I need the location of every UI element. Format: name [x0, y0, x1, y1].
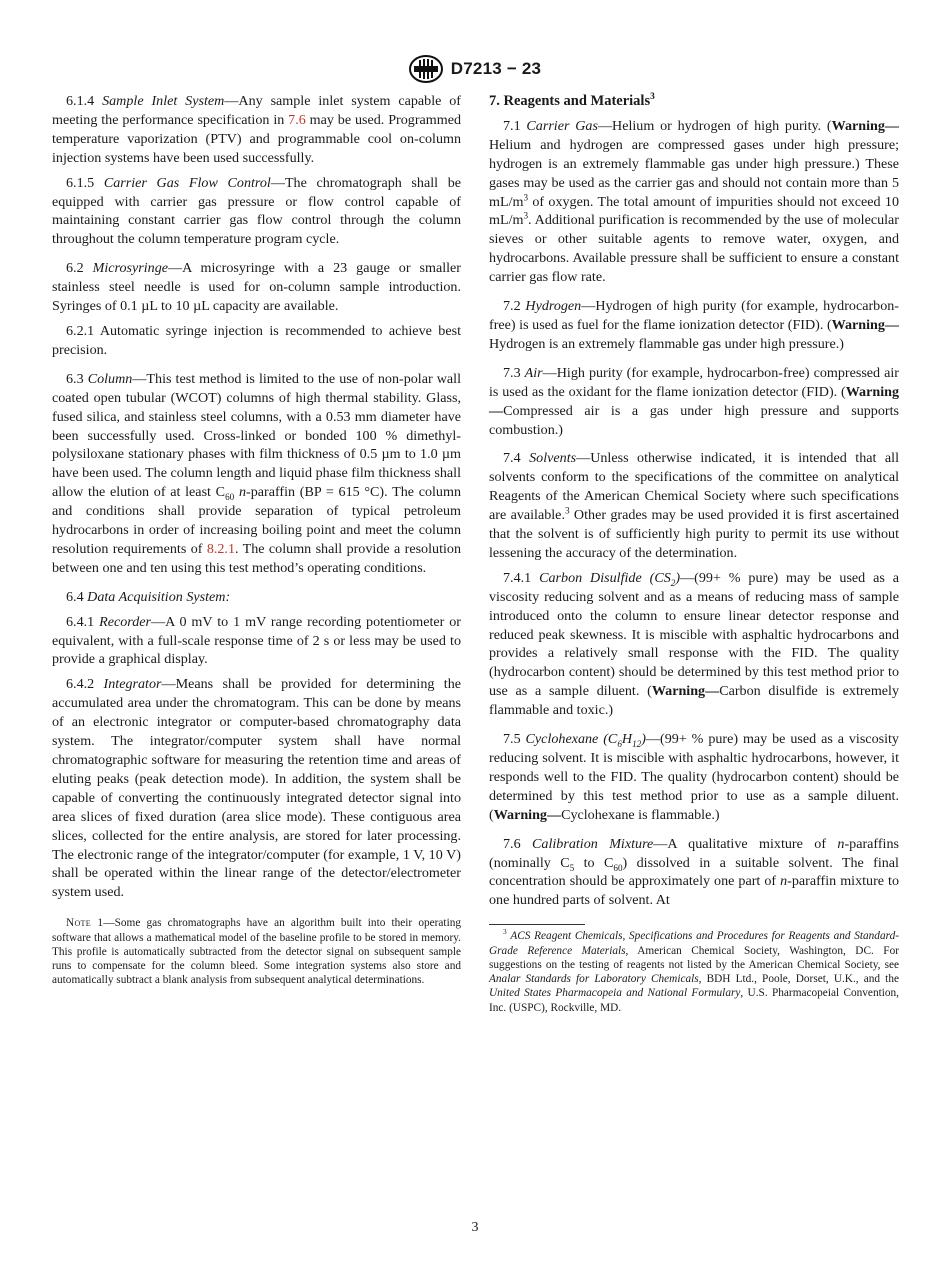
paragraph-text: —(99+ % pure) may be used as a viscosity reducing solvent. It is miscible with asphaltic hydrocarbons, however, it responds well to the FID. The quality (hydrocarbon content) should be determined by this test method prior to use as a sample diluent. (	[489, 731, 899, 823]
footnote-ref: 3	[564, 505, 570, 516]
paragraph-text: —The chromatograph shall be equipped with carrier gas pressure or flow control capable of maintaining constant carrier gas flow control through the column throughout the column temperature program cycle.	[52, 174, 461, 248]
paragraph-6-1-4	[52, 92, 461, 168]
section-number: 7.6	[503, 835, 521, 852]
italic-n: n	[780, 873, 788, 890]
note-label: Note 1	[66, 917, 104, 930]
paragraph-text: may be used. Programmed temperature vaporization (PTV) and programmable cool on-column injection systems have been used successfully.	[52, 111, 461, 166]
footnote-text: , American Chemical Society, Washington, DC. For suggestions on the testing of reagents not listed by the American Chemical Society, see	[489, 944, 899, 971]
paragraph-7-3	[489, 364, 899, 440]
section-label: Microsyringe	[92, 260, 169, 277]
warning-label: Warning—	[493, 806, 562, 823]
section-number: 7.5	[503, 731, 521, 748]
section-7-heading	[489, 92, 899, 111]
left-column	[52, 92, 461, 988]
paragraph-text: —Unless otherwise indicated, it is intended that all solvents conform to the specifications of the committee on analytical Reagents of the American Chemical Society where such specifications are available.	[489, 450, 899, 524]
subscript: 60	[613, 862, 623, 873]
section-number: 6.4	[66, 588, 84, 605]
section-number: 6.1.5	[66, 174, 95, 191]
warning-label: Warning—	[489, 383, 899, 419]
section-label: Recorder	[99, 613, 152, 630]
paragraph-text: —This test method is limited to the use of non-polar wall coated open tubular (WCOT) columns of high thermal stability. Glass, fused silica, and stainless steel columns, with a 0.53 mm diameter have been successfully used. Cross-linked or bonded 100 % dimethyl-polysiloxane stationary phases with film thickness of 0.5 µm to 1.0 µm have been used. The column length and liquid phase film thickness shall allow the elution of at least C	[52, 370, 461, 501]
section-label: Integrator	[103, 676, 162, 693]
paragraph-text: Hydrogen is an extremely flammable gas under high pressure.)	[489, 335, 844, 352]
heading-text: 7. Reagents and Materials	[489, 93, 651, 109]
section-number: 6.2	[66, 260, 84, 277]
footnote-title: ACS Reagent Chemicals, Specifications and Procedures for Reagents and Standard-Grade Reference Materials	[489, 930, 899, 957]
paragraph-text: —High purity (for example, hydrocarbon-free) compressed air is used as the oxidant for the flame ionization detector (FID). (	[489, 364, 899, 400]
paragraph-text: —(99+ % pure) may be used as a viscosity reducing solvent and as a means of reducing mass of sample introduced onto the column to ensure linear detector response and reduced peak skewness. It is miscible with asphaltic hydrocarbons and provides a relatively small response with the FID. The quality (hydrocarbon content) should be determined by this test method prior to use as a sample diluent. (	[489, 569, 900, 700]
section-number: 7.2	[503, 298, 521, 315]
footnote-text: , U.S. Pharmacopeial Convention, Inc. (USPC), Rockville, MD.	[489, 987, 899, 1014]
superscript: 3	[523, 210, 529, 221]
footnote-title: United States Pharmacopeia and National Formulary	[489, 987, 741, 1000]
warning-label: Warning—	[831, 117, 899, 134]
warning-label: Warning—	[831, 316, 899, 333]
section-label: Carrier Gas	[526, 117, 598, 134]
footnote-divider	[489, 924, 585, 925]
italic-n: n	[234, 484, 246, 501]
subscript: 5	[569, 862, 575, 873]
footnote-ref: 3	[650, 92, 655, 103]
section-number: 6.3	[66, 370, 84, 387]
paragraph-text: —A 0 mV to 1 mV range recording potentiometer or equivalent, with a full-scale response time of 2 s or less may be used to provide a graphical display.	[52, 613, 461, 668]
paragraph-text: —A qualitative mixture of	[653, 835, 838, 852]
link-8-2-1[interactable]: 8.2.1	[206, 540, 235, 557]
paragraph-6-2-1	[52, 322, 461, 360]
footnote-mark: 3	[503, 927, 507, 937]
right-column	[489, 92, 899, 1015]
section-number: 7.3	[503, 364, 521, 381]
note-1	[52, 916, 461, 987]
label-text: H	[621, 731, 633, 748]
paragraph-7-5	[489, 730, 899, 825]
section-label: Hydrogen	[525, 298, 582, 315]
section-number: 6.4.2	[66, 676, 95, 693]
paragraph-text: Carbon disulfide is extremely flammable and toxic.)	[489, 683, 899, 719]
page-header	[0, 54, 950, 84]
paragraph-text: Compressed air is a gas under high pressure and supports combustion.)	[489, 402, 899, 438]
paragraph-text: Helium and hydrogen are compressed gases under high pressure; hydrogen is an extremely flammable gas under high pressure.) These gases may be used as the carrier gas and should not contain more than 5 mL/m	[489, 136, 899, 210]
paragraph-text: . Additional purification is recommended by the use of molecular sieves or other suitable agents to remove water, oxygen, and hydrocarbons. Available pressure shall be sufficient to ensure a constant carrier gas flow rate.	[489, 212, 899, 286]
paragraph-6-1-5	[52, 174, 461, 250]
section-label	[539, 570, 680, 586]
paragraph-7-4-1	[489, 569, 899, 720]
document-id: D7213 − 23	[450, 59, 542, 78]
subscript: 2	[670, 577, 676, 588]
paragraph-text: of oxygen. The total amount of impurities should not exceed 10 mL/m	[489, 193, 899, 229]
paragraph-text: -paraffin mixture to one hundred parts of solvent. At	[489, 873, 900, 909]
section-label	[526, 731, 646, 747]
section-number: 7.1	[503, 117, 521, 134]
paragraph-6-2	[52, 259, 461, 316]
paragraph-text: -paraffin (BP = 615 °C). The column and conditions shall provide separation of typical petroleum hydrocarbons in order of increasing boiling point and meet the column resolution requirements of	[52, 484, 461, 557]
subscript: 6	[617, 738, 622, 749]
italic-n: n	[837, 835, 845, 852]
paragraph-text: —Means shall be provided for determining the accumulated area under the chromatogram. This can be done by means of an electronic integrator or computer-based chromatography data system. The integrator/computer system shall have normal chromatographic software for measuring the retention time and areas of eluting peaks (peak detection mode). In addition, the system shall be capable of converting the continuously integrated detector signal into area slices of fixed duration (area slice mode). These contiguous area slices, collected for the entire analysis, are stored for later processing. The electronic range of the integrator/computer (for example, 1 V, 10 V) shall be operated within the linear range of the detector/electrometer system used.	[52, 676, 461, 901]
link-7-6[interactable]: 7.6	[288, 111, 306, 128]
label-text: Carbon Disulfide (CS	[539, 569, 671, 586]
paragraph-text: . The column shall provide a resolution between one and ten using this test method’s operating conditions.	[52, 540, 461, 576]
footnote-3	[489, 929, 899, 1015]
paragraph-text: Cyclohexane is flammable.)	[561, 806, 720, 823]
paragraph-6-4-1	[52, 613, 461, 670]
warning-label: Warning—	[651, 683, 720, 700]
paragraph-text: Other grades may be used provided it is first ascertained that the solvent is of sufficiently high purity to permit its use without lessening the accuracy of the determination.	[489, 507, 899, 561]
page-number: 3	[471, 1220, 479, 1235]
paragraph-7-6	[489, 835, 899, 911]
section-label: Calibration Mixture	[532, 835, 654, 852]
superscript: 3	[523, 191, 529, 202]
paragraph-text: —A microsyringe with a 23 gauge or smaller stainless steel needle is used for on-column sample introduction. Syringes of 0.1 µL to 10 µL capacity are available.	[52, 260, 461, 315]
section-label: Air	[524, 364, 543, 381]
section-number: 7.4	[503, 450, 521, 467]
paragraph-text: 6.2.1 Automatic syringe injection is recommended to achieve best precision.	[52, 322, 461, 358]
paragraph-text: —Helium or hydrogen of high purity. (	[597, 117, 832, 134]
paragraph-6-3	[52, 370, 461, 578]
paragraph-text: ) dissolved in a suitable solvent. The final concentration should be approximately one part of	[489, 854, 899, 890]
paragraph-text: —Hydrogen of high purity (for example, hydrocarbon-free) is used as fuel for the flame ionization detector (FID). (	[489, 298, 899, 333]
section-label: Sample Inlet System	[102, 93, 225, 109]
paragraph-7-4	[489, 449, 899, 562]
footnote-text: , BDH Ltd., Poole, Dorset, U.K., and the	[698, 973, 899, 986]
section-label: Solvents	[529, 450, 577, 467]
section-label: Data Acquisition System:	[87, 588, 231, 605]
label-text: )	[675, 569, 681, 586]
section-number: 6.4.1	[66, 613, 95, 630]
note-text: —Some gas chromatographs have an algorithm built into their operating software that allows a mathematical model of the baseline profile to be stored in memory. This profile is automatically subtracted from the detector signal on subsequent sample runs to compensate for the column bleed. Some integration systems also store and automatically subtract a blank analysis from subsequent analytical determinations.	[52, 917, 461, 987]
subscript: 12	[632, 738, 642, 749]
paragraph-text: —Any sample inlet system capable of meeting the performance specification in	[52, 93, 461, 128]
section-label: Carrier Gas Flow Control	[103, 174, 271, 191]
paragraph-6-4-2	[52, 675, 461, 902]
footnote-title: Analar Standards for Laboratory Chemicals	[489, 973, 699, 986]
paragraph-7-2	[489, 297, 899, 354]
paragraph-text: -paraffins (nominally C	[489, 835, 899, 871]
section-number: 6.1.4	[66, 93, 95, 109]
section-number: 7.4.1	[503, 569, 532, 586]
subscript: 60	[225, 492, 235, 503]
paragraph-text: to C	[574, 854, 614, 871]
astm-logo-icon	[409, 55, 443, 83]
label-text: Cyclohexane (C	[525, 731, 618, 748]
label-text: )	[641, 731, 646, 748]
section-label: Column	[87, 370, 133, 387]
paragraph-6-4	[52, 588, 461, 607]
paragraph-7-1	[489, 117, 899, 287]
